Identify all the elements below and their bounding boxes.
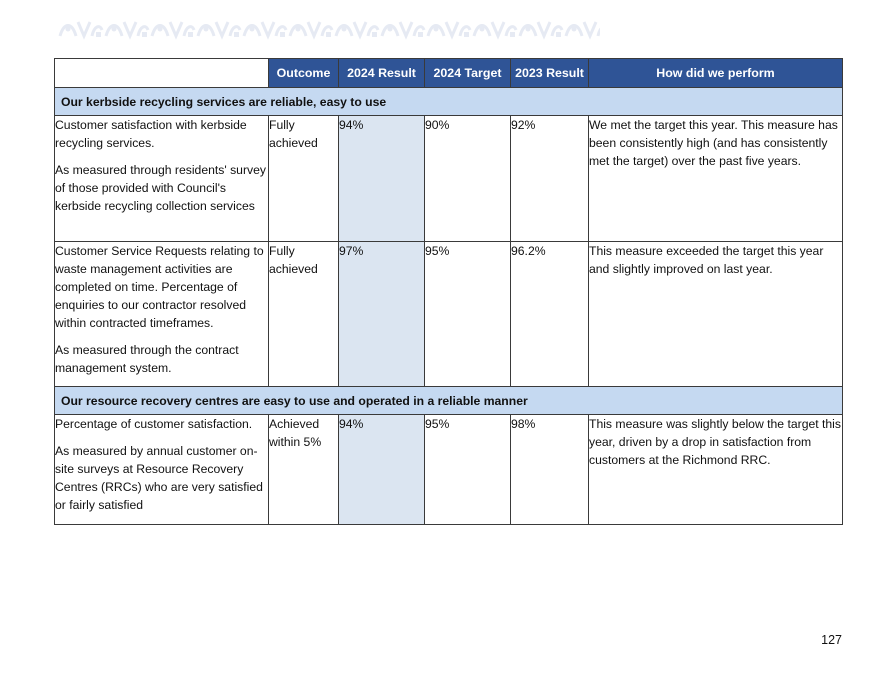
measure-method: As measured through residents' survey of those provided with Council's kerbside recycling collection services [55, 163, 266, 213]
pattern-motif-icon [58, 18, 600, 40]
performance-cell: We met the target this year. This measure has been consistently high (and has consistently met the target) over the past five years. [589, 116, 843, 242]
performance-measures-table [54, 58, 843, 525]
header-2024-target: 2024 Target [425, 59, 511, 88]
result-2023-cell: 98% [511, 415, 589, 525]
section-title: Our kerbside recycling services are reliable, easy to use [55, 88, 843, 116]
table-row [55, 415, 843, 525]
decorative-pattern-banner [58, 18, 600, 40]
performance-cell: This measure exceeded the target this year and slightly improved on last year. [589, 242, 843, 387]
table-header-row [55, 59, 843, 88]
outcome-cell: Fully achieved [269, 242, 339, 387]
result-2024-cell: 97% [339, 242, 425, 387]
measure-method: As measured through the contract management system. [55, 343, 239, 375]
table-row [55, 116, 843, 242]
measure-cell [55, 415, 269, 525]
header-outcome: Outcome [269, 59, 339, 88]
section-title: Our resource recovery centres are easy to use and operated in a reliable manner [55, 387, 843, 415]
target-2024-cell: 95% [425, 415, 511, 525]
measure-text: Customer satisfaction with kerbside recycling services. [55, 118, 247, 150]
measure-method: As measured by annual customer on-site surveys at Resource Recovery Centres (RRCs) who are very satisfied or fairly satisfied [55, 444, 263, 512]
header-2024-result: 2024 Result [339, 59, 425, 88]
measure-cell [55, 242, 269, 387]
section-row [55, 88, 843, 116]
result-2023-cell: 96.2% [511, 242, 589, 387]
target-2024-cell: 90% [425, 116, 511, 242]
table-row [55, 242, 843, 387]
result-2024-cell: 94% [339, 116, 425, 242]
measure-cell [55, 116, 269, 242]
measure-text: Percentage of customer satisfaction. [55, 417, 253, 431]
performance-cell: This measure was slightly below the target this year, driven by a drop in satisfaction from customers at the Richmond RRC. [589, 415, 843, 525]
result-2024-cell: 94% [339, 415, 425, 525]
section-row [55, 387, 843, 415]
result-2023-cell: 92% [511, 116, 589, 242]
page-number: 127 [821, 633, 842, 647]
measure-text: Customer Service Requests relating to waste management activities are completed on time. Percentage of enquiries to our contractor resolved within contracted timeframes. [55, 244, 264, 330]
target-2024-cell: 95% [425, 242, 511, 387]
header-2023-result: 2023 Result [511, 59, 589, 88]
header-measure [55, 59, 269, 88]
header-how-did-we-perform: How did we perform [589, 59, 843, 88]
outcome-cell: Fully achieved [269, 116, 339, 242]
outcome-cell: Achieved within 5% [269, 415, 339, 525]
